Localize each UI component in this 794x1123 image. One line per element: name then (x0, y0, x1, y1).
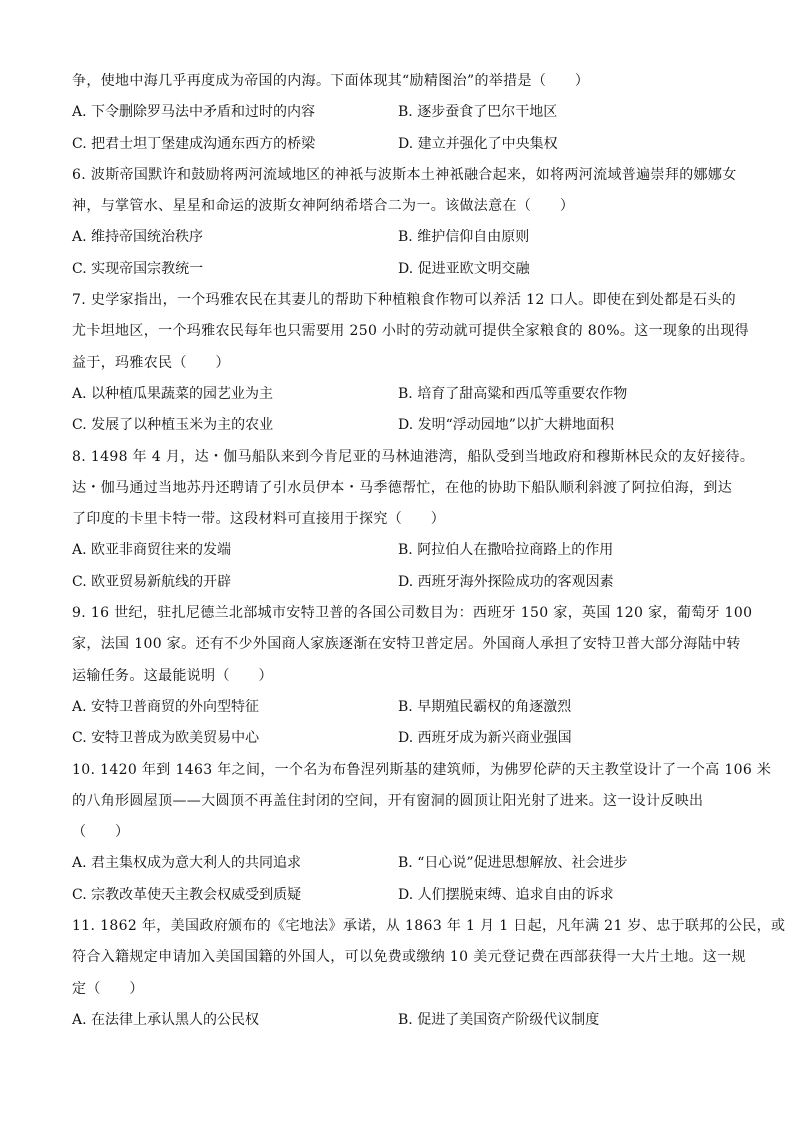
question-stem-line: 7. 史学家指出，一个玛雅农民在其妻儿的帮助下种植粮食作物可以养活 12 口人。即使在到处都是石头的 (72, 292, 737, 309)
question-5 (72, 66, 722, 160)
question-stem-line: 定（ ） (72, 980, 144, 997)
option-row (72, 848, 722, 879)
question-10 (72, 755, 772, 911)
option-c[interactable]: C. 安特卫普成为欧美贸易中心 (72, 730, 260, 747)
option-row (72, 880, 722, 911)
question-stem-line: 了印度的卡里卡特一带。这段材料可直接用于探究（ ） (72, 511, 446, 528)
question-stem-line: 6. 波斯帝国默许和鼓励将两河流域地区的神祇与波斯本土神祇融合起来，如将两河流域普遍崇拜的娜娜女 (72, 166, 737, 183)
option-b[interactable]: B. 阿拉伯人在撒哈拉商路上的作用 (398, 542, 614, 559)
option-row (72, 379, 722, 410)
question-stem-line: 家，法国 100 家。还有不少外国商人家族逐渐在安特卫普定居。外国商人承担了安特卫普大部分海陆中转 (72, 636, 741, 653)
option-d[interactable]: D. 促进亚欧文明交融 (398, 260, 530, 277)
option-d[interactable]: D. 人们摆脱束缚、追求自由的诉求 (398, 886, 614, 903)
option-row (72, 723, 722, 754)
option-row (72, 222, 722, 253)
question-stem-line: 9. 16 世纪，驻扎尼德兰北部城市安特卫普的各国公司数目为：西班牙 150 家，英国 120 家，葡萄牙 100 (72, 605, 753, 622)
option-a[interactable]: A. 维持帝国统治秩序 (72, 229, 204, 246)
question-stem-line: 8. 1498 年 4 月，达・伽马船队来到今肯尼亚的马林迪港湾，船队受到当地政府和穆斯林民众的友好接待。 (72, 448, 755, 465)
question-stem-line: 争，使地中海几乎再度成为帝国的内海。下面体现其“励精图治”的举措是（ ） (72, 73, 590, 89)
option-row (72, 1005, 722, 1036)
option-row (72, 254, 722, 285)
question-6 (72, 160, 737, 285)
option-b[interactable]: B. 维护信仰自由原则 (398, 229, 530, 246)
option-a[interactable]: A. 君主集权成为意大利人的共同追求 (72, 855, 302, 872)
option-row (72, 692, 722, 723)
question-stem-line: 11. 1862 年，美国政府颁布的《宅地法》承诺，从 1863 年 1 月 1 日起，凡年满 21 岁、忠于联邦的公民，或 (72, 918, 786, 935)
option-a[interactable]: A. 下令删除罗马法中矛盾和过时的内容 (72, 104, 316, 121)
question-stem-line: 尤卡坦地区，一个玛雅农民每年也只需要用 250 小时的劳动就可提供全家粮食的 80%。这一现象的出现得 (72, 323, 750, 340)
exam-page (72, 66, 786, 1036)
option-d[interactable]: D. 建立并强化了中央集权 (398, 135, 558, 152)
option-b[interactable]: B. 逐步蚕食了巴尔干地区 (398, 104, 558, 121)
question-stem-line: 益于，玛雅农民（ ） (72, 354, 230, 371)
option-c[interactable]: C. 欧亚贸易新航线的开辟 (72, 573, 232, 590)
question-stem-line: 达・伽马通过当地苏丹还聘请了引水员伊本・马季德帮忙，在他的协助下船队顺利斜渡了阿拉伯海，到达 (72, 479, 733, 496)
option-d[interactable]: D. 西班牙海外探险成功的客观因素 (398, 573, 614, 590)
question-stem-line: 神，与掌管水、星星和命运的波斯女神阿纳希塔合二为一。该做法意在（ ） (72, 198, 575, 215)
option-d[interactable]: D. 发明“浮动园地”以扩大耕地面积 (398, 417, 614, 434)
option-d[interactable]: D. 西班牙成为新兴商业强国 (398, 730, 572, 747)
option-row (72, 410, 722, 441)
option-b[interactable]: B. 早期殖民霸权的角逐激烈 (398, 698, 572, 715)
option-a[interactable]: A. 以种植瓜果蔬菜的园艺业为主 (72, 385, 274, 402)
question-stem-line: （ ） (72, 824, 130, 841)
question-stem-line: 的八角形圆屋顶——大圆顶不再盖住封闭的空间，开有窗洞的圆顶让阳光射了进来。这一设计反映出 (72, 792, 704, 809)
option-c[interactable]: C. 把君士坦丁堡建成沟通东西方的桥梁 (72, 135, 316, 152)
question-7 (72, 285, 750, 441)
question-stem-line: 10. 1420 年到 1463 年之间，一个名为布鲁涅列斯基的建筑师，为佛罗伦萨的天主教堂设计了一个高 106 米 (72, 761, 772, 778)
question-stem-line: 运输任务。这最能说明（ ） (72, 667, 273, 684)
option-row (72, 567, 722, 598)
question-11 (72, 911, 786, 1036)
option-c[interactable]: C. 宗教改革使天主教会权威受到质疑 (72, 886, 302, 903)
option-row (72, 97, 722, 128)
option-c[interactable]: C. 发展了以种植玉米为主的农业 (72, 417, 274, 434)
option-b[interactable]: B. 培育了甜高粱和西瓜等重要农作物 (398, 385, 628, 402)
question-9 (72, 598, 753, 754)
option-row (72, 129, 722, 160)
option-c[interactable]: C. 实现帝国宗教统一 (72, 260, 204, 277)
question-stem-line: 符合入籍规定申请加入美国国籍的外国人，可以免费或缴纳 10 美元登记费在西部获得一大片土地。这一规 (72, 949, 746, 966)
option-a[interactable]: A. 在法律上承认黑人的公民权 (72, 1011, 260, 1028)
option-row (72, 535, 722, 566)
option-a[interactable]: A. 安特卫普商贸的外向型特征 (72, 698, 260, 715)
option-b[interactable]: B. “日心说”促进思想解放、社会进步 (398, 855, 628, 872)
option-a[interactable]: A. 欧亚非商贸往来的发端 (72, 542, 232, 559)
option-b[interactable]: B. 促进了美国资产阶级代议制度 (398, 1011, 600, 1028)
question-8 (72, 442, 755, 598)
